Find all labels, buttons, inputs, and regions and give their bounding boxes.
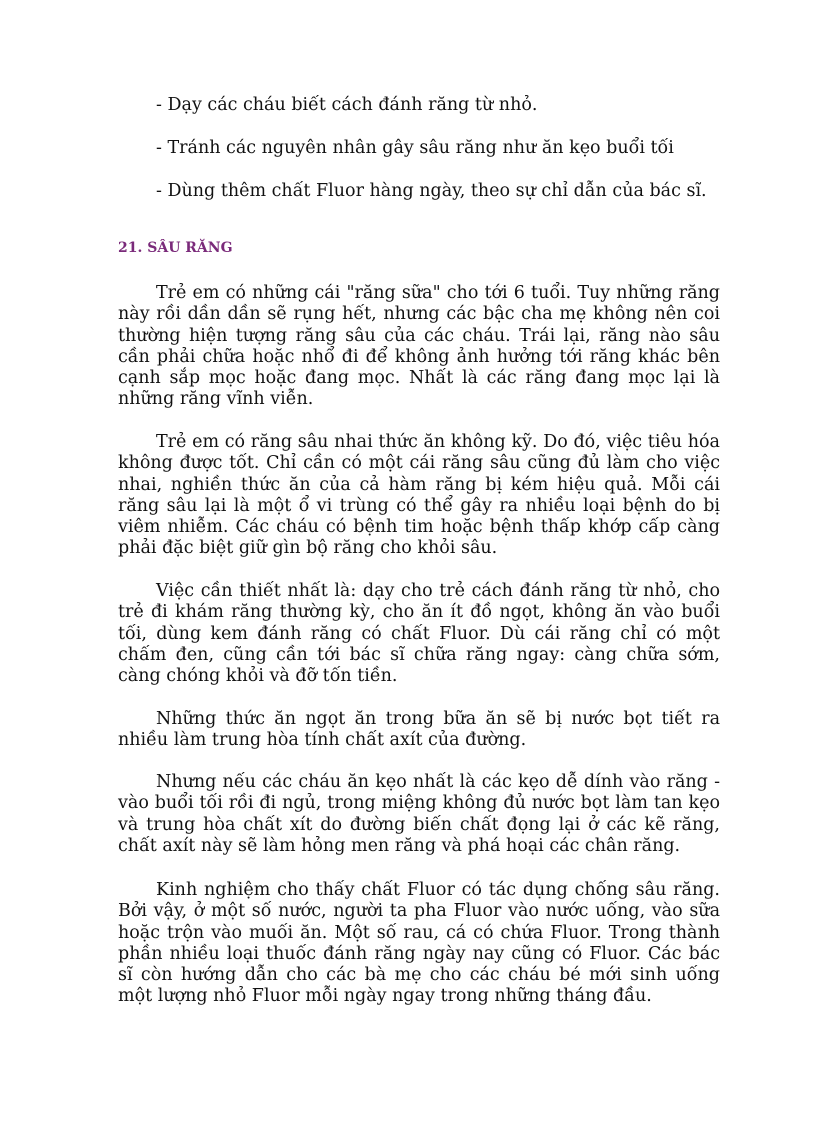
paragraph: Những thức ăn ngọt ăn trong bữa ăn sẽ bị nước bọt tiết ra nhiều làm trung hòa tính chất axít của đường. xyxy=(118,709,720,751)
bullet-item: - Dùng thêm chất Fluor hàng ngày, theo sự chỉ dẫn của bác sĩ. xyxy=(156,181,707,201)
paragraph: Nhưng nếu các cháu ăn kẹo nhất là các kẹo dễ dính vào răng - vào buổi tối rồi đi ngủ, trong miệng không đủ nước bọt làm tan kẹo và trung hòa chất xít do đường biến chất đọng lại ở các kẽ răng, chất axít này sẽ làm hỏng men răng và phá hoại các chân răng. xyxy=(118,772,720,856)
paragraph: Kinh nghiệm cho thấy chất Fluor có tác dụng chống sâu răng. Bởi vậy, ở một số nước, người ta pha Fluor vào nước uống, vào sữa hoặc trộn vào muối ăn. Một số rau, cá có chứa Fluor. Trong thành phần nhiều loại thuốc đánh răng ngày nay cũng có Fluor. Các bác sĩ còn hướng dẫn cho các bà mẹ cho các cháu bé mới sinh uống một lượng nhỏ Fluor mỗi ngày ngay trong những tháng đầu. xyxy=(118,880,720,1007)
bullet-item: - Tránh các nguyên nhân gây sâu răng như ăn kẹo buổi tối xyxy=(156,138,674,158)
paragraph: Việc cần thiết nhất là: dạy cho trẻ cách đánh răng từ nhỏ, cho trẻ đi khám răng thường kỳ, cho ăn ít đồ ngọt, không ăn vào buổi tối, dùng kem đánh răng có chất Fluor. Dù cái răng chỉ có một chấm đen, cũng cần tới bác sĩ chữa răng ngay: càng chữa sớm, càng chóng khỏi và đỡ tốn tiền. xyxy=(118,581,720,687)
section-heading: 21. SÂU RĂNG xyxy=(118,240,233,256)
paragraph: Trẻ em có những cái "răng sữa" cho tới 6 tuổi. Tuy những răng này rồi dần dần sẽ rụng hết, nhưng các bậc cha mẹ không nên coi thường hiện tượng răng sâu của các cháu. Trái lại, răng nào sâu cần phải chữa hoặc nhổ đi để không ảnh hưởng tới răng khác bên cạnh sắp mọc hoặc đang mọc. Nhất là các răng đang mọc lại là những răng vĩnh viễn. xyxy=(118,283,720,410)
paragraph: Trẻ em có răng sâu nhai thức ăn không kỹ. Do đó, việc tiêu hóa không được tốt. Chỉ cần có một cái răng sâu cũng đủ làm cho việc nhai, nghiền thức ăn của cả hàm răng bị kém hiệu quả. Mỗi cái răng sâu lại là một ổ vi trùng có thể gây ra nhiều loại bệnh do bị viêm nhiễm. Các cháu có bệnh tim hoặc bệnh thấp khớp cấp càng phải đặc biệt giữ gìn bộ răng cho khỏi sâu. xyxy=(118,432,720,559)
bullet-item: - Dạy các cháu biết cách đánh răng từ nhỏ. xyxy=(156,95,538,115)
